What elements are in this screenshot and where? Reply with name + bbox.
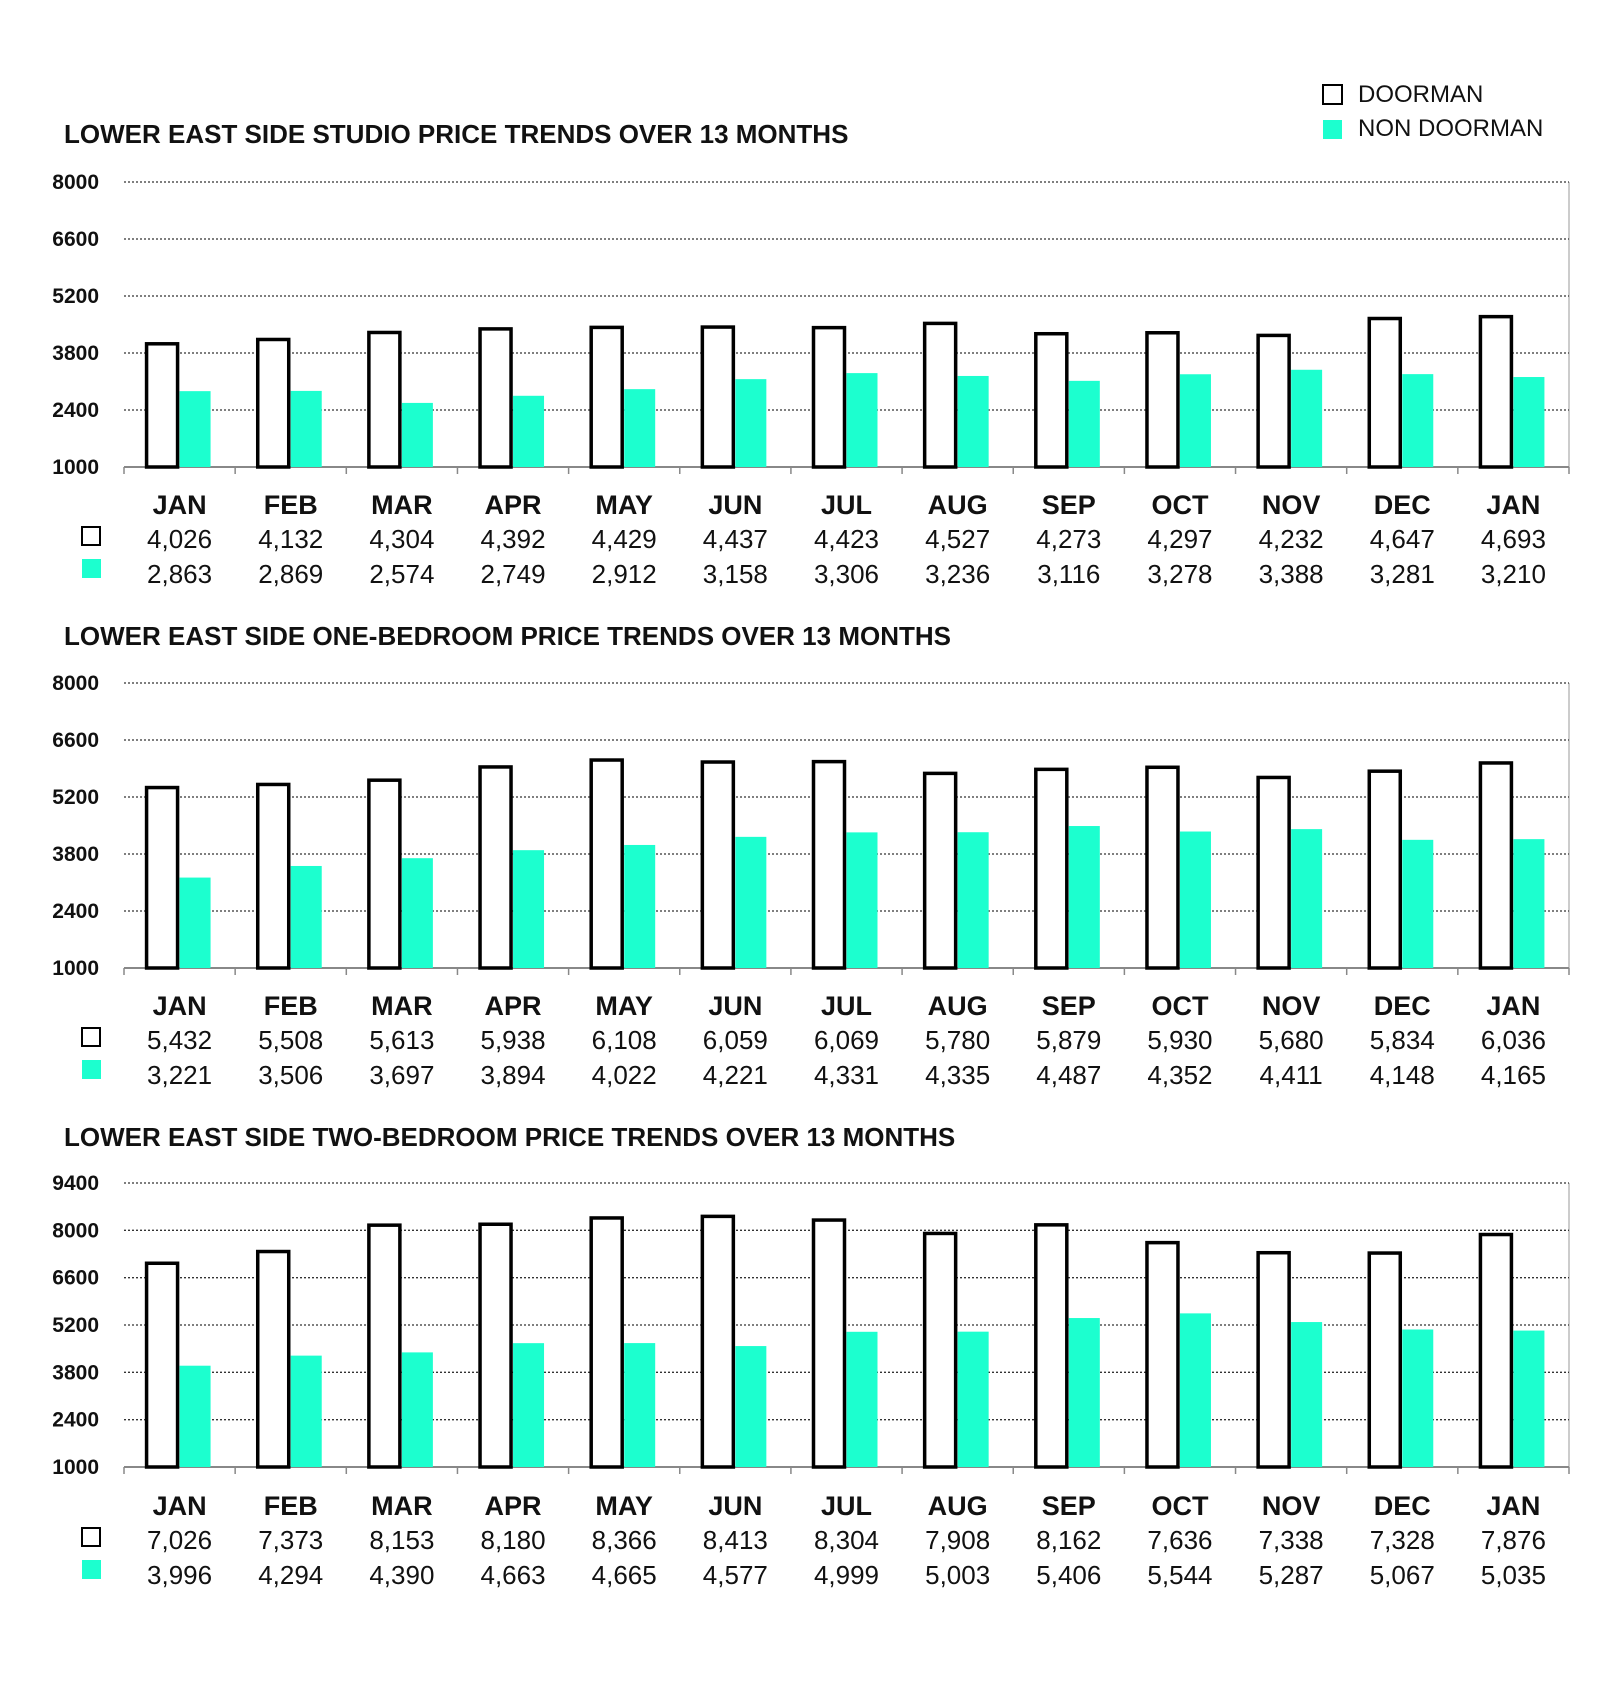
value-label-non-doorman: 3,210 [1480, 559, 1546, 589]
bar-non-doorman [1180, 374, 1211, 467]
row-marker-doorman [82, 1028, 100, 1046]
value-label-non-doorman: 4,487 [1036, 1060, 1102, 1090]
bar-doorman [1369, 771, 1400, 968]
y-tick-label: 9400 [52, 1172, 99, 1195]
bar-doorman [147, 1263, 178, 1467]
value-label-doorman: 4,392 [480, 524, 546, 554]
y-tick-label: 5200 [52, 285, 99, 308]
value-label-doorman: 5,613 [369, 1025, 435, 1055]
bar-non-doorman [1513, 1331, 1544, 1467]
value-label-doorman: 4,647 [1369, 524, 1435, 554]
bar-doorman [258, 1252, 289, 1467]
value-label-doorman: 5,780 [925, 1025, 991, 1055]
bar-doorman [1036, 769, 1067, 968]
value-label-doorman: 7,908 [925, 1525, 991, 1555]
value-label-non-doorman: 5,406 [1036, 1560, 1102, 1590]
bar-doorman [1480, 317, 1511, 467]
row-marker-non-doorman [82, 1560, 101, 1579]
value-label-doorman: 8,413 [702, 1525, 768, 1555]
chart-1 [52, 119, 1569, 589]
y-tick-label: 1000 [52, 957, 99, 980]
value-label-doorman: 5,680 [1258, 1025, 1324, 1055]
value-label-doorman: 8,162 [1036, 1525, 1102, 1555]
legend-swatch-non-doorman [1323, 120, 1342, 139]
category-label: MAR [371, 991, 433, 1021]
value-label-doorman: 8,366 [591, 1525, 657, 1555]
bar-doorman [1480, 763, 1511, 968]
value-label-doorman: 8,304 [813, 1525, 880, 1555]
bar-doorman [1258, 1253, 1289, 1467]
chart-title: LOWER EAST SIDE STUDIO PRICE TRENDS OVER 13 MONTHS [64, 119, 849, 149]
value-label-doorman: 6,059 [702, 1025, 768, 1055]
value-label-non-doorman: 4,331 [813, 1060, 880, 1090]
bar-doorman [814, 328, 845, 467]
bar-non-doorman [958, 832, 989, 968]
value-label-non-doorman: 5,035 [1480, 1560, 1546, 1590]
value-label-non-doorman: 3,697 [369, 1060, 435, 1090]
value-label-non-doorman: 2,863 [147, 559, 213, 589]
legend [1323, 81, 1543, 142]
row-marker-doorman [82, 527, 100, 545]
bar-non-doorman [735, 1346, 766, 1467]
legend-label-non-doorman: NON DOORMAN [1358, 115, 1544, 142]
value-label-non-doorman: 3,281 [1369, 559, 1435, 589]
category-label: APR [484, 490, 542, 520]
bar-non-doorman [735, 837, 766, 968]
category-label: AUG [927, 490, 988, 520]
value-label-non-doorman: 4,294 [258, 1560, 324, 1590]
category-label: JAN [152, 991, 207, 1021]
bar-doorman [702, 327, 733, 467]
bar-doorman [369, 780, 400, 968]
value-label-doorman: 5,432 [147, 1025, 213, 1055]
category-label: JUN [708, 1491, 763, 1521]
value-label-non-doorman: 4,665 [591, 1560, 657, 1590]
bar-non-doorman [847, 832, 878, 968]
value-label-non-doorman: 4,577 [702, 1560, 768, 1590]
bar-doorman [369, 1225, 400, 1467]
bar-non-doorman [180, 391, 211, 467]
category-label: JUN [708, 490, 763, 520]
category-label: NOV [1261, 991, 1321, 1021]
category-label: JAN [1486, 490, 1541, 520]
category-label: OCT [1151, 490, 1209, 520]
y-tick-label: 2400 [52, 399, 99, 422]
value-label-non-doorman: 3,996 [147, 1560, 213, 1590]
value-label-non-doorman: 2,749 [480, 559, 546, 589]
chart-title: LOWER EAST SIDE TWO-BEDROOM PRICE TRENDS OVER 13 MONTHS [64, 1122, 956, 1152]
value-label-doorman: 4,132 [258, 524, 324, 554]
bar-doorman [1369, 1253, 1400, 1467]
bar-doorman [369, 332, 400, 467]
bar-non-doorman [291, 391, 322, 467]
bar-non-doorman [1180, 832, 1211, 968]
value-label-doorman: 8,153 [369, 1525, 435, 1555]
value-label-doorman: 4,273 [1036, 524, 1102, 554]
value-label-doorman: 7,636 [1147, 1525, 1213, 1555]
y-tick-label: 3800 [52, 843, 99, 866]
category-label: JAN [152, 1491, 207, 1521]
bar-non-doorman [847, 373, 878, 467]
bar-doorman [591, 760, 622, 968]
bar-non-doorman [624, 389, 655, 467]
value-label-doorman: 6,108 [591, 1025, 657, 1055]
row-marker-non-doorman [82, 1060, 101, 1079]
category-label: JUL [820, 490, 873, 520]
chart-3 [52, 1122, 1569, 1590]
category-label: JAN [1486, 1491, 1541, 1521]
category-label: JAN [152, 490, 207, 520]
value-label-non-doorman: 3,236 [925, 559, 991, 589]
bar-doorman [814, 1220, 845, 1467]
y-tick-label: 1000 [52, 456, 99, 479]
value-label-non-doorman: 3,894 [480, 1060, 546, 1090]
bar-non-doorman [513, 396, 544, 467]
y-tick-label: 1000 [52, 1456, 99, 1479]
bar-non-doorman [1402, 374, 1433, 467]
bar-doorman [1369, 319, 1400, 467]
value-label-non-doorman: 2,574 [369, 559, 435, 589]
category-label: JUL [820, 991, 873, 1021]
bar-doorman [1036, 334, 1067, 467]
bar-non-doorman [735, 379, 766, 467]
bar-non-doorman [291, 866, 322, 968]
chart-title: LOWER EAST SIDE ONE-BEDROOM PRICE TRENDS OVER 13 MONTHS [64, 621, 951, 651]
bar-non-doorman [402, 1352, 433, 1467]
y-tick-label: 3800 [52, 1361, 99, 1385]
bar-non-doorman [1291, 1322, 1322, 1467]
bar-non-doorman [847, 1332, 878, 1467]
value-label-non-doorman: 4,335 [925, 1060, 991, 1090]
chart-2 [52, 621, 1569, 1090]
bar-doorman [147, 344, 178, 467]
y-tick-label: 5200 [52, 786, 99, 809]
value-label-doorman: 5,938 [480, 1025, 546, 1055]
category-label: SEP [1041, 991, 1096, 1021]
value-label-non-doorman: 3,306 [813, 559, 880, 589]
value-label-non-doorman: 5,003 [925, 1560, 991, 1590]
value-label-doorman: 5,879 [1036, 1025, 1102, 1055]
bar-doorman [1147, 767, 1178, 968]
value-label-non-doorman: 4,411 [1259, 1060, 1323, 1090]
bar-doorman [1258, 335, 1289, 467]
category-label: MAY [595, 1491, 653, 1521]
value-label-non-doorman: 4,165 [1480, 1060, 1546, 1090]
value-label-non-doorman: 3,278 [1147, 559, 1213, 589]
bar-doorman [702, 1216, 733, 1467]
value-label-non-doorman: 4,390 [369, 1560, 435, 1590]
legend-swatch-doorman [1323, 85, 1342, 104]
value-label-non-doorman: 4,663 [480, 1560, 546, 1590]
value-label-doorman: 4,423 [813, 524, 880, 554]
category-label: NOV [1261, 490, 1321, 520]
bar-doorman [480, 329, 511, 467]
value-label-doorman: 7,338 [1258, 1525, 1324, 1555]
y-tick-label: 8000 [52, 1219, 99, 1243]
value-label-doorman: 4,232 [1258, 524, 1324, 554]
category-label: OCT [1151, 1491, 1209, 1521]
bar-non-doorman [1180, 1313, 1211, 1467]
value-label-non-doorman: 2,869 [258, 559, 324, 589]
bar-non-doorman [513, 1343, 544, 1467]
value-label-doorman: 6,036 [1480, 1025, 1546, 1055]
value-label-doorman: 4,693 [1480, 524, 1546, 554]
bar-non-doorman [958, 1332, 989, 1467]
bar-non-doorman [513, 850, 544, 968]
bar-doorman [480, 767, 511, 968]
bar-non-doorman [402, 403, 433, 467]
value-label-non-doorman: 3,221 [147, 1060, 213, 1090]
y-tick-label: 6600 [52, 1266, 99, 1290]
category-label: SEP [1041, 1491, 1096, 1521]
value-label-non-doorman: 2,912 [591, 559, 657, 589]
y-tick-label: 3800 [52, 342, 99, 365]
value-label-non-doorman: 3,158 [702, 559, 768, 589]
category-label: APR [484, 1491, 542, 1521]
y-tick-label: 6600 [52, 729, 99, 752]
bar-non-doorman [1291, 370, 1322, 467]
bar-doorman [814, 762, 845, 968]
value-label-doorman: 7,373 [258, 1525, 324, 1555]
y-tick-label: 2400 [52, 1408, 99, 1432]
bar-non-doorman [1402, 840, 1433, 968]
bar-non-doorman [402, 858, 433, 968]
category-label: OCT [1151, 991, 1209, 1021]
bar-non-doorman [180, 1366, 211, 1467]
bar-doorman [591, 327, 622, 467]
legend-label-doorman: DOORMAN [1358, 81, 1484, 108]
category-label: DEC [1373, 991, 1431, 1021]
value-label-doorman: 8,180 [480, 1525, 546, 1555]
value-label-doorman: 4,026 [147, 524, 213, 554]
bar-doorman [258, 784, 289, 968]
value-label-non-doorman: 5,067 [1369, 1560, 1435, 1590]
bar-doorman [258, 339, 289, 467]
bar-doorman [925, 773, 956, 968]
value-label-doorman: 6,069 [813, 1025, 880, 1055]
category-label: FEB [263, 490, 318, 520]
y-tick-label: 5200 [52, 1314, 99, 1337]
value-label-doorman: 4,527 [925, 524, 991, 554]
category-label: FEB [263, 1491, 318, 1521]
y-tick-label: 8000 [52, 171, 99, 194]
bar-non-doorman [624, 1343, 655, 1467]
bar-doorman [1147, 333, 1178, 467]
value-label-doorman: 5,508 [258, 1025, 324, 1055]
value-label-doorman: 4,437 [702, 524, 768, 554]
bar-doorman [1147, 1243, 1178, 1467]
bar-doorman [925, 1233, 956, 1467]
category-label: JUL [820, 1491, 873, 1521]
value-label-non-doorman: 4,221 [702, 1060, 768, 1090]
category-label: JAN [1486, 991, 1541, 1021]
value-label-non-doorman: 3,116 [1037, 559, 1101, 589]
y-tick-label: 6600 [52, 228, 99, 251]
row-marker-non-doorman [82, 559, 101, 578]
category-label: MAR [371, 1491, 433, 1521]
category-label: DEC [1373, 1491, 1431, 1521]
row-marker-doorman [82, 1528, 100, 1546]
bar-doorman [925, 323, 956, 467]
category-label: SEP [1041, 490, 1096, 520]
value-label-non-doorman: 5,287 [1258, 1560, 1324, 1590]
category-label: MAR [371, 490, 433, 520]
bar-non-doorman [624, 845, 655, 968]
bar-doorman [1036, 1225, 1067, 1467]
value-label-non-doorman: 3,388 [1258, 559, 1324, 589]
value-label-doorman: 4,429 [591, 524, 657, 554]
bar-non-doorman [180, 878, 211, 968]
category-label: MAY [595, 490, 653, 520]
category-label: MAY [595, 991, 653, 1021]
value-label-doorman: 4,304 [369, 524, 435, 554]
category-label: NOV [1261, 1491, 1321, 1521]
value-label-doorman: 7,026 [147, 1525, 213, 1555]
category-label: FEB [263, 991, 318, 1021]
bar-non-doorman [1513, 839, 1544, 968]
bar-non-doorman [1513, 377, 1544, 467]
value-label-non-doorman: 4,999 [813, 1560, 880, 1590]
bar-doorman [1480, 1235, 1511, 1467]
bar-non-doorman [1402, 1329, 1433, 1467]
category-label: AUG [927, 991, 988, 1021]
bar-doorman [480, 1224, 511, 1467]
bar-doorman [147, 788, 178, 968]
category-label: APR [484, 991, 542, 1021]
value-label-doorman: 7,876 [1480, 1525, 1546, 1555]
value-label-doorman: 5,930 [1147, 1025, 1213, 1055]
category-label: AUG [927, 1491, 988, 1521]
value-label-doorman: 5,834 [1369, 1025, 1435, 1055]
bar-non-doorman [1069, 1318, 1100, 1467]
bar-non-doorman [1291, 829, 1322, 968]
bar-doorman [702, 762, 733, 968]
bar-non-doorman [291, 1356, 322, 1467]
value-label-non-doorman: 4,352 [1147, 1060, 1213, 1090]
bar-non-doorman [1069, 381, 1100, 467]
bar-doorman [591, 1218, 622, 1467]
bar-doorman [1258, 777, 1289, 968]
y-tick-label: 2400 [52, 900, 99, 923]
value-label-non-doorman: 4,022 [591, 1060, 657, 1090]
value-label-doorman: 4,297 [1147, 524, 1213, 554]
bar-non-doorman [958, 376, 989, 467]
value-label-non-doorman: 3,506 [258, 1060, 324, 1090]
category-label: DEC [1373, 490, 1431, 520]
y-tick-label: 8000 [52, 672, 99, 695]
bar-non-doorman [1069, 826, 1100, 968]
value-label-non-doorman: 4,148 [1369, 1060, 1435, 1090]
value-label-non-doorman: 5,544 [1147, 1560, 1213, 1590]
value-label-doorman: 7,328 [1369, 1525, 1435, 1555]
category-label: JUN [708, 991, 763, 1021]
